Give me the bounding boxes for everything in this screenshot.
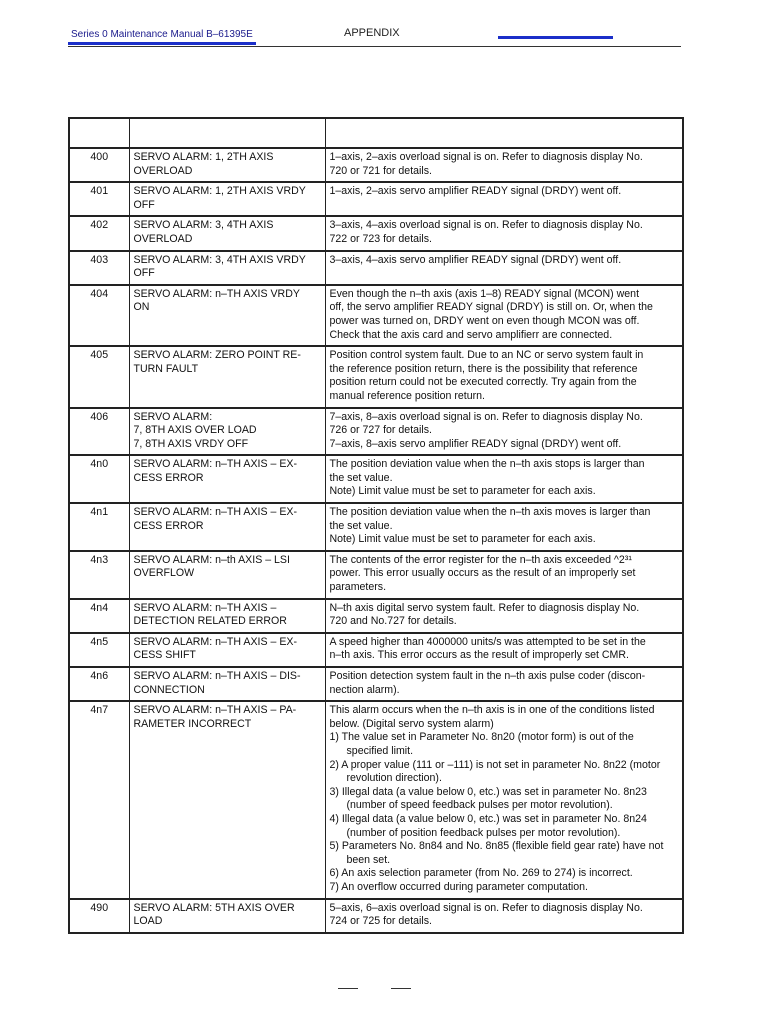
alarm-description <box>325 346 683 407</box>
alarm-description-line: the reference position return, there is the possibility that reference <box>329 362 638 375</box>
alarm-description-line: parameters. <box>329 581 387 594</box>
manual-title: Series 0 Maintenance Manual B–61395E <box>71 29 253 40</box>
alarm-description-line: power. This error usually occurs as the result of an improperly set <box>329 567 636 580</box>
alarm-description <box>325 216 683 250</box>
header-rule <box>68 46 681 47</box>
alarm-message <box>129 216 325 250</box>
condition-list-item: 6) An axis selection parameter (from No. 269 to 274) is incorrect. <box>329 867 633 880</box>
alarm-description-line: Note) Limit value must be set to parameter for each axis. <box>329 533 596 546</box>
alarm-description-line: Note) Limit value must be set to parameter for each axis. <box>329 485 596 498</box>
alarm-description-line: The position deviation value when the n–th axis stops is larger than <box>329 458 645 471</box>
alarm-description <box>325 899 683 933</box>
alarm-message-line: SERVO ALARM: n–th AXIS – LSI <box>133 553 290 566</box>
alarm-message <box>129 633 325 667</box>
alarm-number: 402 <box>69 216 129 250</box>
alarm-number: 4n0 <box>69 455 129 503</box>
alarm-description <box>325 701 683 898</box>
alarm-number: 4n3 <box>69 551 129 599</box>
table-row <box>69 633 683 667</box>
alarm-description <box>325 599 683 633</box>
condition-list-item: 7) An overflow occurred during parameter computation. <box>329 880 589 893</box>
alarm-message <box>129 551 325 599</box>
alarm-message-line: SERVO ALARM: 5TH AXIS OVER <box>133 901 295 914</box>
alarm-description <box>325 408 683 456</box>
condition-list-item: 5) Parameters No. 8n84 and No. 8n85 (flexible field gear rate) have not been set. <box>329 840 664 866</box>
alarm-message-line: SERVO ALARM: 3, 4TH AXIS <box>133 219 274 232</box>
alarm-number: 4n5 <box>69 633 129 667</box>
alarm-description-line: 1–axis, 2–axis overload signal is on. Refer to diagnosis display No. <box>329 151 643 163</box>
alarm-message-line: TURN FAULT <box>133 362 199 375</box>
alarm-message-line: SERVO ALARM: ZERO POINT RE- <box>133 349 301 362</box>
header-number <box>69 118 129 148</box>
alarm-message-line: SERVO ALARM: n–TH AXIS – EX- <box>133 635 297 648</box>
alarm-description <box>325 503 683 551</box>
alarm-description-line: A speed higher than 4000000 units/s was attempted to be set in the <box>329 635 646 648</box>
alarm-number: 401 <box>69 182 129 216</box>
alarm-message-line: SERVO ALARM: 1, 2TH AXIS VRDY <box>133 185 306 198</box>
alarm-number: 4n7 <box>69 701 129 898</box>
alarm-message-line: SERVO ALARM: n–TH AXIS – DIS- <box>133 670 301 682</box>
table-row <box>69 899 683 933</box>
alarm-description-line: 7–axis, 8–axis servo amplifier READY signal (DRDY) went off. <box>329 437 622 450</box>
table-row <box>69 285 683 346</box>
table-row <box>69 701 683 898</box>
alarm-message-line: DETECTION RELATED ERROR <box>133 615 287 628</box>
alarm-description <box>325 667 683 701</box>
alarm-message <box>129 285 325 346</box>
alarm-message-line: OVERFLOW <box>133 567 195 580</box>
alarm-description-line: Position control system fault. Due to an NC or servo system fault in <box>329 349 644 362</box>
table-row <box>69 408 683 456</box>
manual-title-underline <box>68 42 256 45</box>
alarm-message <box>129 503 325 551</box>
alarm-description <box>325 251 683 285</box>
alarm-number: 403 <box>69 251 129 285</box>
table-row <box>69 148 683 182</box>
section-title: APPENDIX <box>344 27 400 39</box>
alarm-description-line: 720 or 721 for details. <box>329 164 432 177</box>
alarm-description-line: nection alarm). <box>329 683 400 696</box>
table-row <box>69 182 683 216</box>
alarm-message <box>129 148 325 182</box>
alarm-message-line: SERVO ALARM: 1, 2TH AXIS <box>133 151 274 163</box>
alarm-number: 405 <box>69 346 129 407</box>
alarm-message-line: 7, 8TH AXIS OVER LOAD <box>133 424 257 437</box>
table-header-row <box>69 118 683 148</box>
alarm-message <box>129 408 325 456</box>
alarm-message-line: SERVO ALARM: 3, 4TH AXIS VRDY <box>133 253 306 266</box>
alarm-description <box>325 182 683 216</box>
alarm-description <box>325 455 683 503</box>
alarm-message-line: SERVO ALARM: n–TH AXIS – PA- <box>133 704 297 717</box>
alarm-table <box>68 117 684 934</box>
alarm-description-line: The position deviation value when the n–th axis moves is larger than <box>329 506 651 519</box>
alarm-message-line: RAMETER INCORRECT <box>133 717 252 730</box>
alarm-description-line: 724 or 725 for details. <box>329 915 432 928</box>
alarm-description-line: N–th axis digital servo system fault. Refer to diagnosis display No. <box>329 601 640 614</box>
alarm-message <box>129 667 325 701</box>
table-row <box>69 346 683 407</box>
table-row <box>69 251 683 285</box>
alarm-message-line: CESS SHIFT <box>133 649 196 662</box>
alarm-number: 4n1 <box>69 503 129 551</box>
alarm-message-line: ON <box>133 301 150 314</box>
condition-list-item: 2) A proper value (111 or –111) is not set in parameter No. 8n22 (motor revolution direction). <box>329 758 661 785</box>
alarm-message-line: CESS ERROR <box>133 519 204 532</box>
alarm-description-line: The contents of the error register for the n–th axis exceeded ^2³¹ <box>329 553 632 566</box>
alarm-message-line: SERVO ALARM: n–TH AXIS – EX- <box>133 458 297 471</box>
alarm-description-line: power was turned on, DRDY went on even though MCON was off. <box>329 314 640 327</box>
table-row <box>69 599 683 633</box>
alarm-description-line: 3–axis, 4–axis overload signal is on. Refer to diagnosis display No. <box>329 219 643 232</box>
alarm-message-line: CONNECTION <box>133 683 205 696</box>
alarm-description <box>325 633 683 667</box>
alarm-message-line: SERVO ALARM: <box>133 410 213 423</box>
alarm-number: 400 <box>69 148 129 182</box>
alarm-message-line: SERVO ALARM: n–TH AXIS VRDY <box>133 287 300 300</box>
alarm-description-line: Position detection system fault in the n–th axis pulse coder (discon- <box>329 670 646 682</box>
alarm-number: 406 <box>69 408 129 456</box>
alarm-description-line: 1–axis, 2–axis servo amplifier READY signal (DRDY) went off. <box>329 185 622 198</box>
alarm-description-line: 7–axis, 8–axis overload signal is on. Refer to diagnosis display No. <box>329 410 643 423</box>
alarm-message <box>129 599 325 633</box>
alarm-description-line: the set value. <box>329 471 393 484</box>
table-row <box>69 667 683 701</box>
alarm-description <box>325 551 683 599</box>
alarm-message <box>129 182 325 216</box>
header-description <box>325 118 683 148</box>
alarm-description-line: manual reference position return. <box>329 389 485 402</box>
alarm-message-line: SERVO ALARM: n–TH AXIS – <box>133 601 277 614</box>
alarm-number: 490 <box>69 899 129 933</box>
alarm-description-line: below. (Digital servo system alarm) <box>329 717 494 730</box>
alarm-description-line: 726 or 727 for details. <box>329 424 432 437</box>
table-row <box>69 503 683 551</box>
condition-list-item: 4) Illegal data (a value below 0, etc.) was set in parameter No. 8n24 (number of position feedback pulses per motor revolution). <box>329 812 647 839</box>
alarm-description-line: the set value. <box>329 519 393 532</box>
alarm-message-line: OFF <box>133 198 155 211</box>
alarm-description-line: off, the servo amplifier READY signal (DRDY) is still on. Or, when the <box>329 301 653 314</box>
alarm-message-line: CESS ERROR <box>133 471 204 484</box>
condition-list-item: 3) Illegal data (a value below 0, etc.) was set in parameter No. 8n23 (number of speed feedback pulses per motor revolution). <box>329 785 647 812</box>
alarm-message <box>129 251 325 285</box>
alarm-description-line: position return could not be executed correctly. Try again from the <box>329 376 637 389</box>
alarm-description-line: n–th axis. This error occurs as the result of improperly set CMR. <box>329 649 629 662</box>
table-row <box>69 455 683 503</box>
alarm-message-line: LOAD <box>133 915 163 928</box>
alarm-number: 404 <box>69 285 129 346</box>
footer-line-left <box>338 988 358 989</box>
condition-list-item: 1) The value set in Parameter No. 8n20 (motor form) is out of the specified limit. <box>329 731 634 757</box>
table-row <box>69 551 683 599</box>
alarm-description-line: 720 and No.727 for details. <box>329 615 457 628</box>
alarm-description-line: 5–axis, 6–axis overload signal is on. Refer to diagnosis display No. <box>329 901 643 914</box>
header-message <box>129 118 325 148</box>
table-row <box>69 216 683 250</box>
alarm-description-line: This alarm occurs when the n–th axis is in one of the conditions listed <box>329 704 655 717</box>
footer-line-right <box>391 988 411 989</box>
alarm-message-line: 7, 8TH AXIS VRDY OFF <box>133 437 249 450</box>
alarm-message-line: OFF <box>133 267 155 280</box>
alarm-description <box>325 148 683 182</box>
alarm-message <box>129 899 325 933</box>
alarm-description <box>325 285 683 346</box>
header-accent-bar <box>498 36 613 39</box>
alarm-description-line: Check that the axis card and servo amplifierr are connected. <box>329 328 613 341</box>
alarm-description-line: 722 or 723 for details. <box>329 232 432 245</box>
alarm-message <box>129 701 325 898</box>
alarm-description-line: 3–axis, 4–axis servo amplifier READY signal (DRDY) went off. <box>329 253 622 266</box>
alarm-number: 4n6 <box>69 667 129 701</box>
alarm-message-line: OVERLOAD <box>133 164 193 177</box>
alarm-message <box>129 455 325 503</box>
alarm-message-line: OVERLOAD <box>133 232 193 245</box>
alarm-message-line: SERVO ALARM: n–TH AXIS – EX- <box>133 506 297 519</box>
alarm-number: 4n4 <box>69 599 129 633</box>
alarm-message <box>129 346 325 407</box>
alarm-description-line: Even though the n–th axis (axis 1–8) READY signal (MCON) went <box>329 287 640 300</box>
